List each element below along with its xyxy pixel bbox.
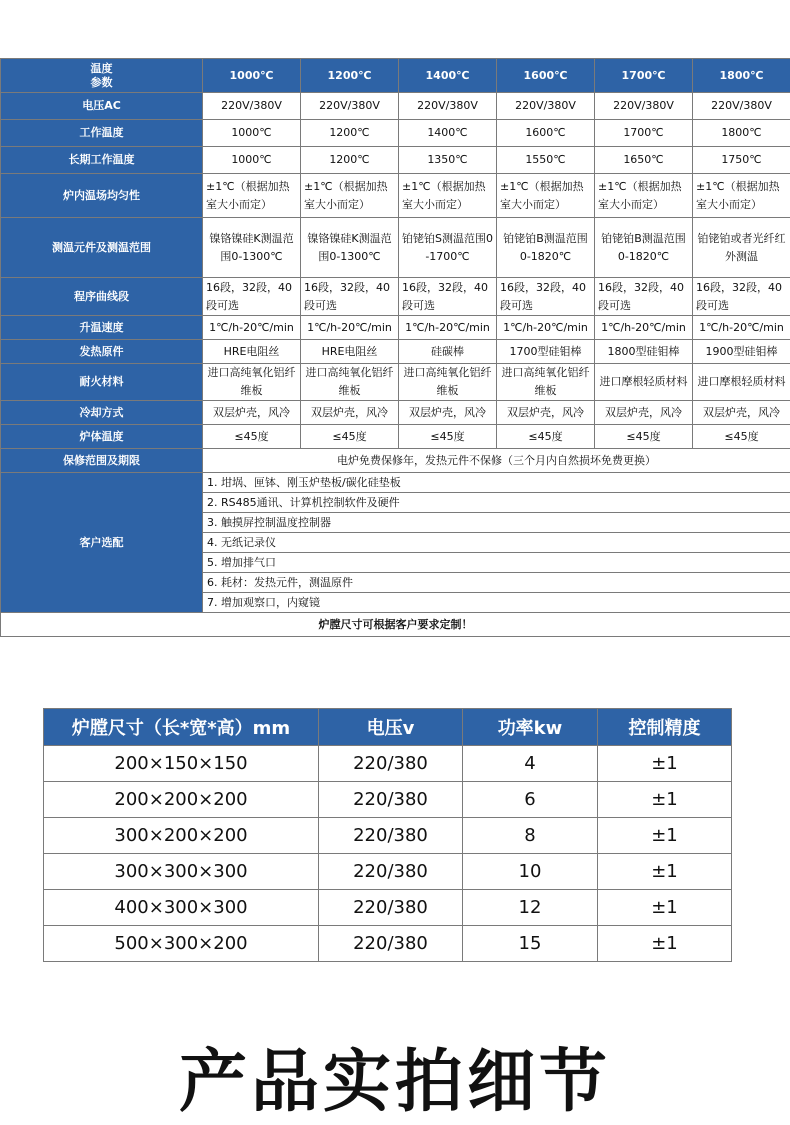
size-cell: 220/380	[319, 854, 463, 890]
spec-cell: 铂铑铂B测温范围0-1820℃	[497, 218, 595, 278]
spec-cell: 1℃/h-20℃/min	[595, 316, 693, 340]
spec-cell: 1℃/h-20℃/min	[497, 316, 595, 340]
size-header-cell: 控制精度	[598, 709, 732, 746]
spec-cell: 双层炉壳，风冷	[399, 401, 497, 425]
spec-row-label: 升温速度	[1, 316, 203, 340]
size-row	[44, 746, 732, 782]
spec-cell: 220V/380V	[301, 93, 399, 120]
spec-cell: ±1℃（根据加热室大小而定）	[399, 174, 497, 218]
spec-cell: 1200℃	[301, 120, 399, 147]
spec-row-label: 耐火材料	[1, 364, 203, 401]
spec-cell: 220V/380V	[399, 93, 497, 120]
spec-row-label: 程序曲线段	[1, 278, 203, 316]
options-row	[1, 473, 790, 613]
spec-row	[1, 278, 790, 316]
spec-row-label: 发热原件	[1, 340, 203, 364]
size-cell: 500×300×200	[44, 926, 319, 962]
spec-row	[1, 364, 790, 401]
spec-cell: 铂铑铂B测温范围0-1820℃	[595, 218, 693, 278]
size-cell: ±1	[598, 818, 732, 854]
spec-cell: 220V/380V	[497, 93, 595, 120]
spec-cell: 铂铑铂或者光纤红外测温	[693, 218, 790, 278]
size-cell: 220/380	[319, 818, 463, 854]
size-table	[43, 708, 732, 962]
size-cell: ±1	[598, 782, 732, 818]
size-table-body	[44, 709, 732, 962]
spec-cell: ±1℃（根据加热室大小而定）	[203, 174, 301, 218]
spec-cell: 双层炉壳，风冷	[497, 401, 595, 425]
spec-cell: 1℃/h-20℃/min	[301, 316, 399, 340]
spec-cell: 双层炉壳，风冷	[693, 401, 790, 425]
options-list	[203, 473, 790, 613]
spec-cell: ±1℃（根据加热室大小而定）	[301, 174, 399, 218]
size-cell: ±1	[598, 746, 732, 782]
spec-cell: 1℃/h-20℃/min	[399, 316, 497, 340]
spec-cell: ±1℃（根据加热室大小而定）	[497, 174, 595, 218]
spec-cell: 进口高纯氧化铝纤维板	[399, 364, 497, 401]
spec-cell: 16段，32段，40段可选	[497, 278, 595, 316]
spec-cell: 1700型硅钼棒	[497, 340, 595, 364]
spec-row-label: 冷却方式	[1, 401, 203, 425]
size-cell: ±1	[598, 926, 732, 962]
spec-cell: 1700℃	[595, 120, 693, 147]
size-cell: 200×150×150	[44, 746, 319, 782]
options-label: 客户选配	[1, 473, 203, 613]
spec-cell: 进口高纯氧化铝纤维板	[301, 364, 399, 401]
temperature-header: 1200℃	[301, 59, 399, 93]
spec-cell: HRE电阻丝	[203, 340, 301, 364]
size-cell: ±1	[598, 854, 732, 890]
spec-cell: 220V/380V	[203, 93, 301, 120]
spec-cell: ≤45度	[301, 425, 399, 449]
spec-cell: 16段，32段，40段可选	[301, 278, 399, 316]
size-cell: 8	[463, 818, 598, 854]
size-row	[44, 854, 732, 890]
warranty-row	[1, 449, 790, 473]
corner-header-cell	[1, 59, 203, 93]
spec-cell: ±1℃（根据加热室大小而定）	[693, 174, 790, 218]
option-item: 4. 无纸记录仪	[203, 533, 790, 553]
spec-table	[0, 58, 790, 637]
spec-table-body	[1, 59, 790, 637]
size-row	[44, 818, 732, 854]
size-cell: 200×200×200	[44, 782, 319, 818]
spec-row-label: 长期工作温度	[1, 147, 203, 174]
size-cell: 300×200×200	[44, 818, 319, 854]
spec-cell: 进口高纯氧化铝纤维板	[497, 364, 595, 401]
temperature-header: 1700℃	[595, 59, 693, 93]
option-item: 3. 触摸屏控制温度控制器	[203, 513, 790, 533]
spec-cell: 铂铑铂S测温范围0-1700℃	[399, 218, 497, 278]
spec-cell: ≤45度	[693, 425, 790, 449]
size-cell: 15	[463, 926, 598, 962]
spec-cell: 1750℃	[693, 147, 790, 174]
spec-row	[1, 120, 790, 147]
size-cell: 10	[463, 854, 598, 890]
size-header-row	[44, 709, 732, 746]
size-cell: 12	[463, 890, 598, 926]
spec-cell: 双层炉壳，风冷	[595, 401, 693, 425]
spec-cell: 220V/380V	[595, 93, 693, 120]
spec-cell: 双层炉壳，风冷	[203, 401, 301, 425]
warranty-label: 保修范围及期限	[1, 449, 203, 473]
spec-cell: 1400℃	[399, 120, 497, 147]
size-cell: 220/380	[319, 926, 463, 962]
section-title: 产品实拍细节	[0, 1028, 790, 1125]
option-item: 5. 增加排气口	[203, 553, 790, 573]
spec-cell: 双层炉壳，风冷	[301, 401, 399, 425]
corner-top-label: 温度	[4, 62, 199, 76]
spec-row	[1, 174, 790, 218]
spec-cell: 1600℃	[497, 120, 595, 147]
spec-cell: 16段，32段，40段可选	[595, 278, 693, 316]
spec-row-label: 电压AC	[1, 93, 203, 120]
temperature-header: 1400℃	[399, 59, 497, 93]
option-item: 2. RS485通讯、计算机控制软件及硬件	[203, 493, 790, 513]
temperature-header: 1800℃	[693, 59, 790, 93]
spec-cell: 16段，32段，40段可选	[399, 278, 497, 316]
spec-cell: 1900型硅钼棒	[693, 340, 790, 364]
spec-cell: 220V/380V	[693, 93, 790, 120]
option-item: 1. 坩埚、匣钵、刚玉炉垫板/碳化硅垫板	[203, 473, 790, 493]
spec-cell: ≤45度	[399, 425, 497, 449]
spec-cell: 硅碳棒	[399, 340, 497, 364]
warranty-text: 电炉免费保修年，发热元件不保修（三个月内自然损坏免费更换）	[203, 449, 790, 473]
size-header-cell: 炉膛尺寸（长*宽*高）mm	[44, 709, 319, 746]
size-cell: 220/380	[319, 890, 463, 926]
size-header-cell: 电压v	[319, 709, 463, 746]
spec-cell: 1350℃	[399, 147, 497, 174]
spec-cell: 1200℃	[301, 147, 399, 174]
spec-cell: 进口高纯氧化铝纤维板	[203, 364, 301, 401]
size-cell: 300×300×300	[44, 854, 319, 890]
spec-cell: 1℃/h-20℃/min	[693, 316, 790, 340]
spec-row	[1, 425, 790, 449]
size-cell: 6	[463, 782, 598, 818]
size-cell: 4	[463, 746, 598, 782]
spec-cell: 1000℃	[203, 147, 301, 174]
spec-cell: 镍铬镍硅K测温范围0-1300℃	[203, 218, 301, 278]
spec-cell: 进口摩根轻质材料	[693, 364, 790, 401]
spec-cell: 1550℃	[497, 147, 595, 174]
spec-cell: ≤45度	[595, 425, 693, 449]
spec-cell: ≤45度	[203, 425, 301, 449]
spec-row-label: 测温元件及测温范围	[1, 218, 203, 278]
custom-size-note: 炉膛尺寸可根据客户要求定制！	[1, 613, 790, 637]
spec-row	[1, 316, 790, 340]
spec-cell: 1650℃	[595, 147, 693, 174]
spec-row-label: 工作温度	[1, 120, 203, 147]
spec-row	[1, 340, 790, 364]
spec-cell: ±1℃（根据加热室大小而定）	[595, 174, 693, 218]
spec-row	[1, 147, 790, 174]
size-cell: 220/380	[319, 782, 463, 818]
size-row	[44, 890, 732, 926]
spec-row	[1, 93, 790, 120]
spec-cell: 16段，32段，40段可选	[693, 278, 790, 316]
spec-cell: 1000℃	[203, 120, 301, 147]
corner-bottom-label: 参数	[4, 76, 199, 90]
spec-row-label: 炉体温度	[1, 425, 203, 449]
option-item: 6. 耗材：发热元件，测温原件	[203, 573, 790, 593]
spec-row	[1, 401, 790, 425]
option-item: 7. 增加观察口，内窥镜	[203, 593, 790, 612]
spec-cell: 进口摩根轻质材料	[595, 364, 693, 401]
temperature-header: 1000℃	[203, 59, 301, 93]
spec-cell: 镍铬镍硅K测温范围0-1300℃	[301, 218, 399, 278]
spec-header-row	[1, 59, 790, 93]
spec-row	[1, 218, 790, 278]
size-row	[44, 926, 732, 962]
spec-cell: 16段，32段，40段可选	[203, 278, 301, 316]
temperature-header: 1600℃	[497, 59, 595, 93]
spec-row-label: 炉内温场均匀性	[1, 174, 203, 218]
note-row	[1, 613, 790, 637]
size-cell: ±1	[598, 890, 732, 926]
size-header-cell: 功率kw	[463, 709, 598, 746]
spec-cell: HRE电阻丝	[301, 340, 399, 364]
size-cell: 400×300×300	[44, 890, 319, 926]
size-cell: 220/380	[319, 746, 463, 782]
spec-cell: 1℃/h-20℃/min	[203, 316, 301, 340]
spec-cell: 1800℃	[693, 120, 790, 147]
spec-cell: 1800型硅钼棒	[595, 340, 693, 364]
size-row	[44, 782, 732, 818]
spec-cell: ≤45度	[497, 425, 595, 449]
